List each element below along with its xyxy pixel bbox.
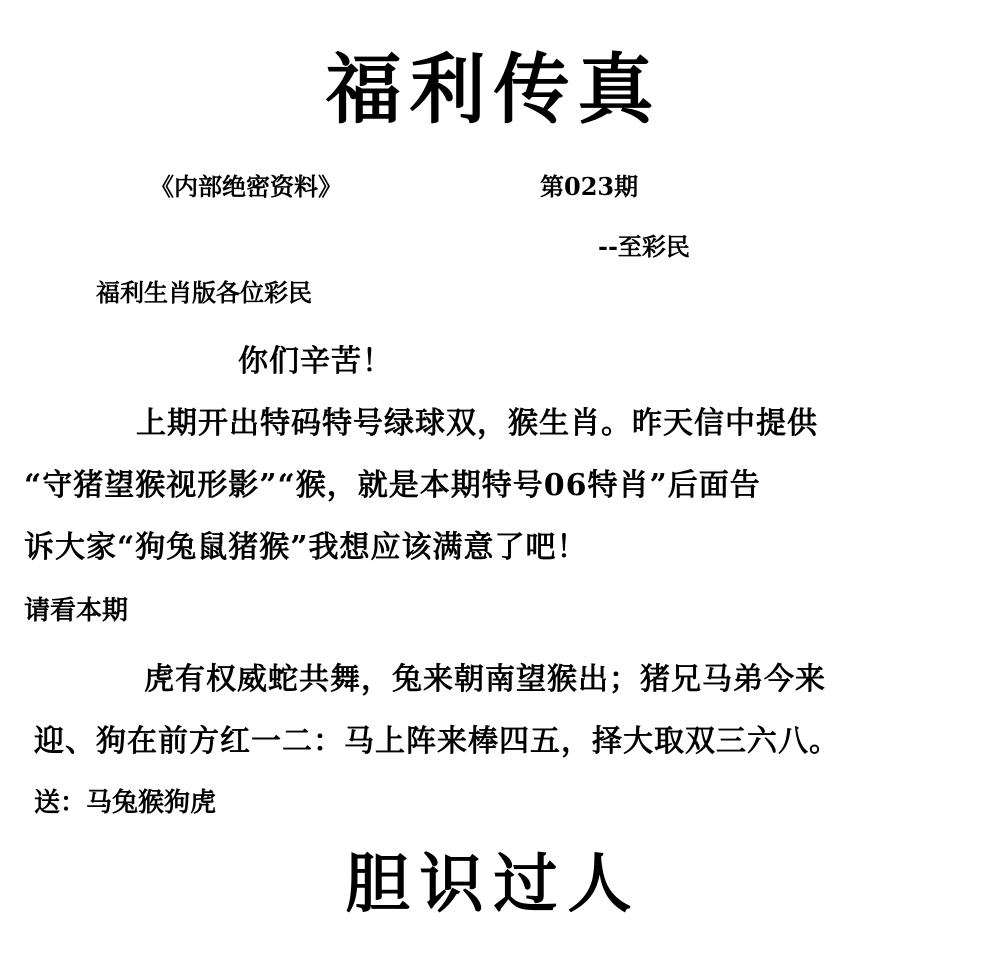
greeting-line: 你们辛苦！ [238,344,393,379]
recipient-line: --至彩民 [598,232,690,261]
paragraph-line-3: 诉大家“狗兔鼠猪猴”我想应该满意了吧！ [24,530,588,565]
send-line: 送：马兔猴狗虎 [34,788,217,818]
addressee-line: 福利生肖版各位彩民 [96,278,312,307]
poem-line-1: 虎有权威蛇共舞，兔来朝南望猴出；猪兄马弟今来 [144,662,826,697]
paragraph-line-2: “守猪望猴视形影”“猴，就是本期特号06特肖”后面告 [24,468,761,503]
footer-title: 胆识过人 [345,847,642,922]
section-label: 请看本期 [24,596,129,626]
confidential-label: 《内部绝密资料》 [150,172,342,201]
issue-number: 第023期 [540,172,639,201]
paragraph-line-1: 上期开出特码特号绿球双，猴生肖。昨天信中提供 [136,406,818,441]
poem-line-2: 迎、狗在前方红一二：马上阵来棒四五，择大取双三六八。 [34,724,840,759]
page-title: 福利传真 [325,45,662,134]
